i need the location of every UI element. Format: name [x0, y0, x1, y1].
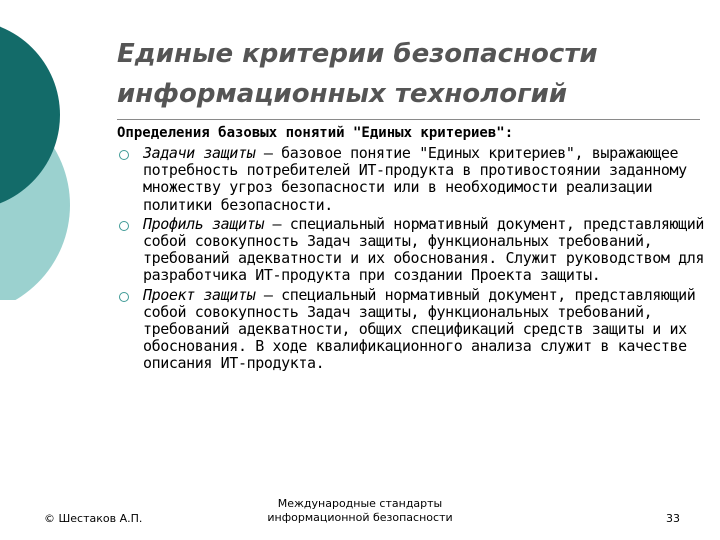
circle-bullet-icon — [119, 292, 129, 302]
definitions-heading: Определения базовых понятий "Единых критериев": — [117, 125, 514, 141]
definition-text — [143, 145, 707, 214]
title-line-1: Единые критерии безопасности — [117, 39, 598, 69]
definitions-list — [117, 145, 707, 375]
definition-body: — специальный нормативный документ, представляющий собой совокупность Задач защиты, функциональных требований, требований адекватности, общих спецификаций средств защиты и их обоснования. В ходе квалификационного анализа служит в качестве описания ИТ-продукта. — [143, 285, 696, 373]
decorative-circles — [0, 0, 120, 300]
definition-term: Профиль защиты — [143, 214, 264, 233]
definition-text — [143, 216, 707, 285]
title-divider — [117, 119, 700, 120]
page-number: 33 — [666, 512, 680, 525]
slide-title — [117, 34, 697, 114]
title-line-2: информационных технологий — [117, 79, 568, 109]
definition-text — [143, 287, 707, 373]
footer-course-title — [0, 497, 720, 525]
definition-body: — специальный нормативный документ, представляющий собой совокупность Задач защиты, функциональных требований, требований адекватности и их обоснования. Служит руководством для разработчика ИТ-продукта при создании Проекта защиты. — [143, 214, 705, 285]
list-item — [117, 216, 707, 285]
circle-bullet-icon — [119, 221, 129, 231]
definition-body: — базовое понятие "Единых критериев", выражающее потребность потребителей ИТ-продукта в противостоянии заданному множеству угроз безопасности или в необходимости реализации политики безопасности. — [143, 144, 687, 214]
list-item — [117, 145, 707, 214]
definition-term: Проект защиты — [143, 285, 256, 304]
footer-center-line-1: Международные стандарты — [277, 497, 443, 510]
definition-term: Задачи защиты — [143, 144, 256, 162]
circle-bullet-icon — [119, 150, 129, 160]
footer-author: © Шестаков А.П. — [44, 512, 143, 525]
footer-center-line-2: информационной безопасности — [267, 511, 453, 524]
list-item — [117, 287, 707, 373]
